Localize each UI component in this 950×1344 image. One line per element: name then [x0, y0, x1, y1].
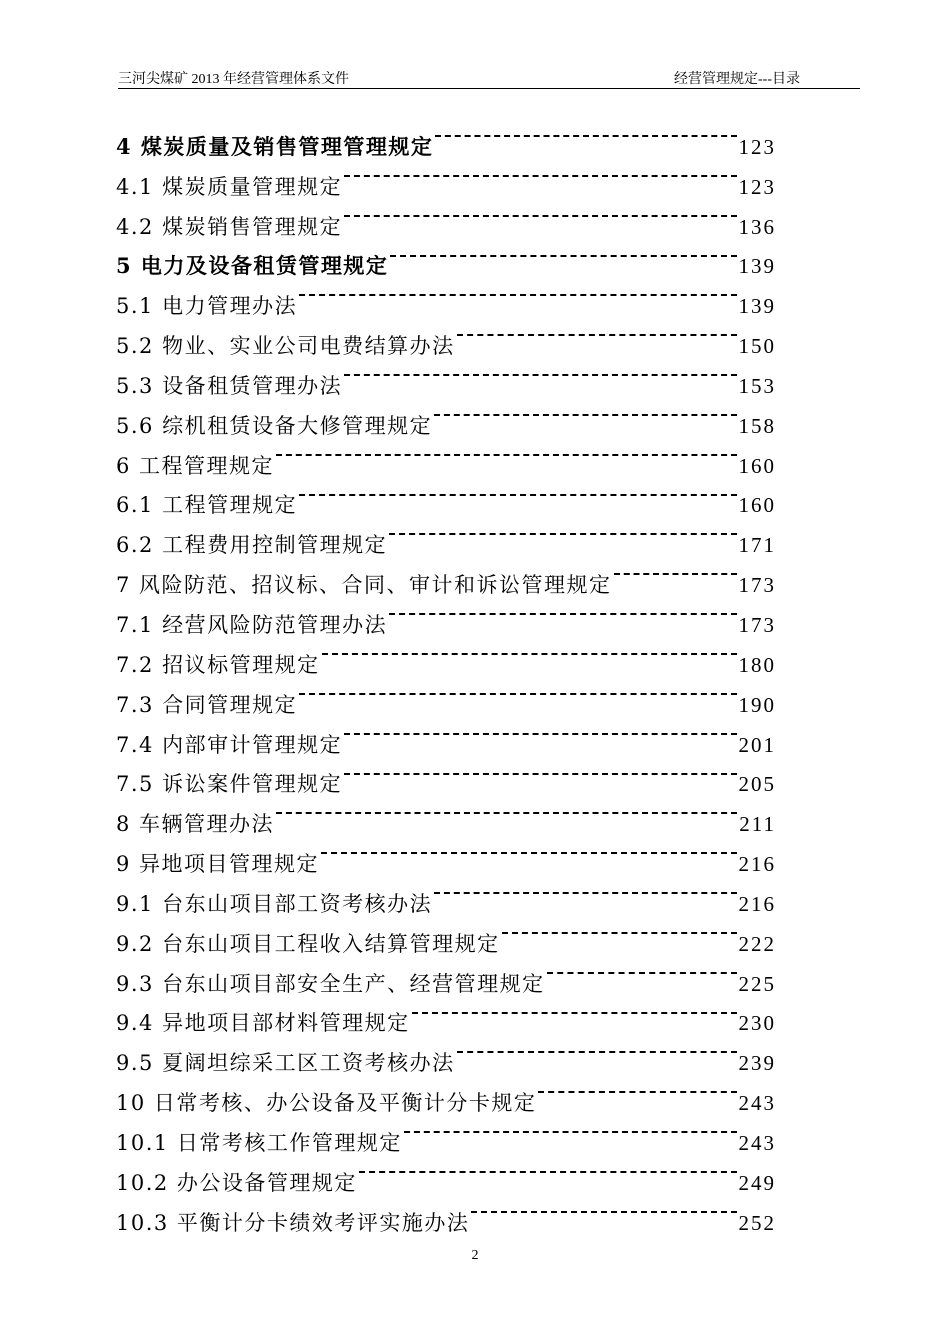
toc-entry-title: 9.2 台东山项目工程收入结算管理规定	[116, 931, 500, 956]
toc-entry-page: 158	[738, 413, 776, 438]
toc-entry-page: 153	[738, 373, 776, 398]
toc-entry-page: 160	[738, 453, 776, 478]
toc-entry-title: 6.1 工程管理规定	[116, 493, 298, 518]
toc-entry-page: 225	[738, 971, 776, 996]
toc-entry-title: 9 异地项目管理规定	[116, 852, 320, 877]
header-section-title: 经营管理规定---目录	[674, 72, 800, 87]
toc-entry[interactable]	[116, 114, 776, 159]
toc-dot-leader	[344, 712, 736, 752]
toc-dot-leader	[344, 353, 736, 393]
toc-dot-leader	[614, 552, 737, 592]
toc-entry-page: 243	[738, 1091, 776, 1116]
toc-entry-title: 5.6 综机租赁设备大修管理规定	[116, 413, 433, 438]
toc-dot-leader	[471, 1190, 736, 1230]
toc-entry-title: 7.3 合同管理规定	[116, 692, 298, 717]
toc-entry-title: 5.2 物业、实业公司电费结算办法	[116, 334, 455, 359]
toc-entry-page: 216	[738, 891, 776, 916]
toc-dot-leader	[435, 114, 736, 154]
toc-entry-title: 10 日常考核、办公设备及平衡计分卡规定	[116, 1091, 537, 1116]
toc-dot-leader	[299, 473, 736, 513]
toc-dot-leader	[344, 194, 736, 234]
toc-entry-title: 4 煤炭质量及销售管理管理规定	[116, 133, 434, 159]
toc-dot-leader	[412, 991, 737, 1031]
page-header	[118, 66, 860, 89]
toc-entry-page: 123	[738, 134, 776, 159]
toc-dot-leader	[404, 1110, 737, 1150]
toc-entry-page: 201	[738, 732, 776, 757]
toc-entry-title: 5 电力及设备租赁管理规定	[116, 253, 389, 279]
toc-dot-leader	[344, 752, 736, 792]
toc-entry-title: 10.1 日常考核工作管理规定	[116, 1130, 402, 1155]
toc-entry-title: 10.3 平衡计分卡绩效考评实施办法	[116, 1210, 470, 1235]
toc-entry-page: 243	[738, 1130, 776, 1155]
toc-entry-title: 6 工程管理规定	[116, 453, 275, 478]
toc-entry-title: 5.1 电力管理办法	[116, 294, 298, 319]
toc-dot-leader	[359, 1150, 737, 1190]
toc-dot-leader	[299, 273, 736, 313]
toc-entry-page: 160	[738, 493, 776, 518]
toc-dot-leader	[538, 1070, 736, 1110]
toc-entry-title: 5.3 设备租赁管理办法	[116, 373, 343, 398]
toc-dot-leader	[321, 831, 736, 871]
toc-entry-page: 173	[738, 612, 776, 637]
toc-entry-page: 171	[738, 533, 776, 558]
toc-entry-page: 252	[738, 1210, 776, 1235]
toc-dot-leader	[434, 871, 736, 911]
toc-entry-title: 4.2 煤炭销售管理规定	[116, 214, 343, 239]
toc-entry-title: 9.3 台东山项目部安全生产、经营管理规定	[116, 971, 545, 996]
toc-dot-leader	[390, 234, 736, 274]
toc-dot-leader	[389, 512, 736, 552]
toc-dot-leader	[344, 154, 736, 194]
toc-entry-page: 211	[739, 812, 776, 837]
toc-entry-title: 7.2 招议标管理规定	[116, 652, 320, 677]
toc-dot-leader	[457, 313, 737, 353]
toc-entry-title: 9.4 异地项目部材料管理规定	[116, 1011, 410, 1036]
toc-entry-page: 123	[738, 174, 776, 199]
toc-entry-title: 6.2 工程费用控制管理规定	[116, 533, 388, 558]
toc-entry-page: 173	[738, 573, 776, 598]
toc-dot-leader	[457, 1030, 737, 1070]
toc-entry-title: 8 车辆管理办法	[116, 812, 275, 837]
toc-entry-page: 205	[738, 772, 776, 797]
toc-entry-page: 216	[738, 852, 776, 877]
table-of-contents	[116, 114, 776, 1235]
toc-entry-page: 239	[738, 1051, 776, 1076]
toc-dot-leader	[502, 911, 737, 951]
toc-entry-title: 7 风险防范、招议标、合同、审计和诉讼管理规定	[116, 573, 612, 598]
toc-entry-title: 4.1 煤炭质量管理规定	[116, 174, 343, 199]
toc-entry-title: 9.1 台东山项目部工资考核办法	[116, 891, 433, 916]
toc-entry-page: 139	[738, 294, 776, 319]
toc-dot-leader	[299, 672, 736, 712]
toc-dot-leader	[389, 592, 736, 632]
page-number: 2	[471, 1248, 479, 1263]
toc-entry-page: 222	[738, 931, 776, 956]
toc-entry-title: 9.5 夏阔坦综采工区工资考核办法	[116, 1051, 455, 1076]
toc-entry-title: 7.4 内部审计管理规定	[116, 732, 343, 757]
toc-dot-leader	[547, 951, 737, 991]
toc-entry-page: 150	[738, 334, 776, 359]
toc-dot-leader	[434, 393, 736, 433]
toc-entry-page: 249	[738, 1170, 776, 1195]
toc-entry-title: 10.2 办公设备管理规定	[116, 1170, 357, 1195]
toc-entry-title: 7.1 经营风险防范管理办法	[116, 612, 388, 637]
toc-entry-page: 180	[738, 652, 776, 677]
toc-entry-title: 7.5 诉讼案件管理规定	[116, 772, 343, 797]
header-document-title: 三河尖煤矿 2013 年经营管理体系文件	[118, 72, 349, 87]
toc-entry-page: 139	[738, 254, 776, 279]
toc-dot-leader	[276, 433, 736, 473]
toc-entry-page: 230	[738, 1011, 776, 1036]
toc-dot-leader	[322, 632, 737, 672]
toc-entry-page: 136	[738, 214, 776, 239]
toc-entry-page: 190	[738, 692, 776, 717]
toc-dot-leader	[276, 791, 737, 831]
